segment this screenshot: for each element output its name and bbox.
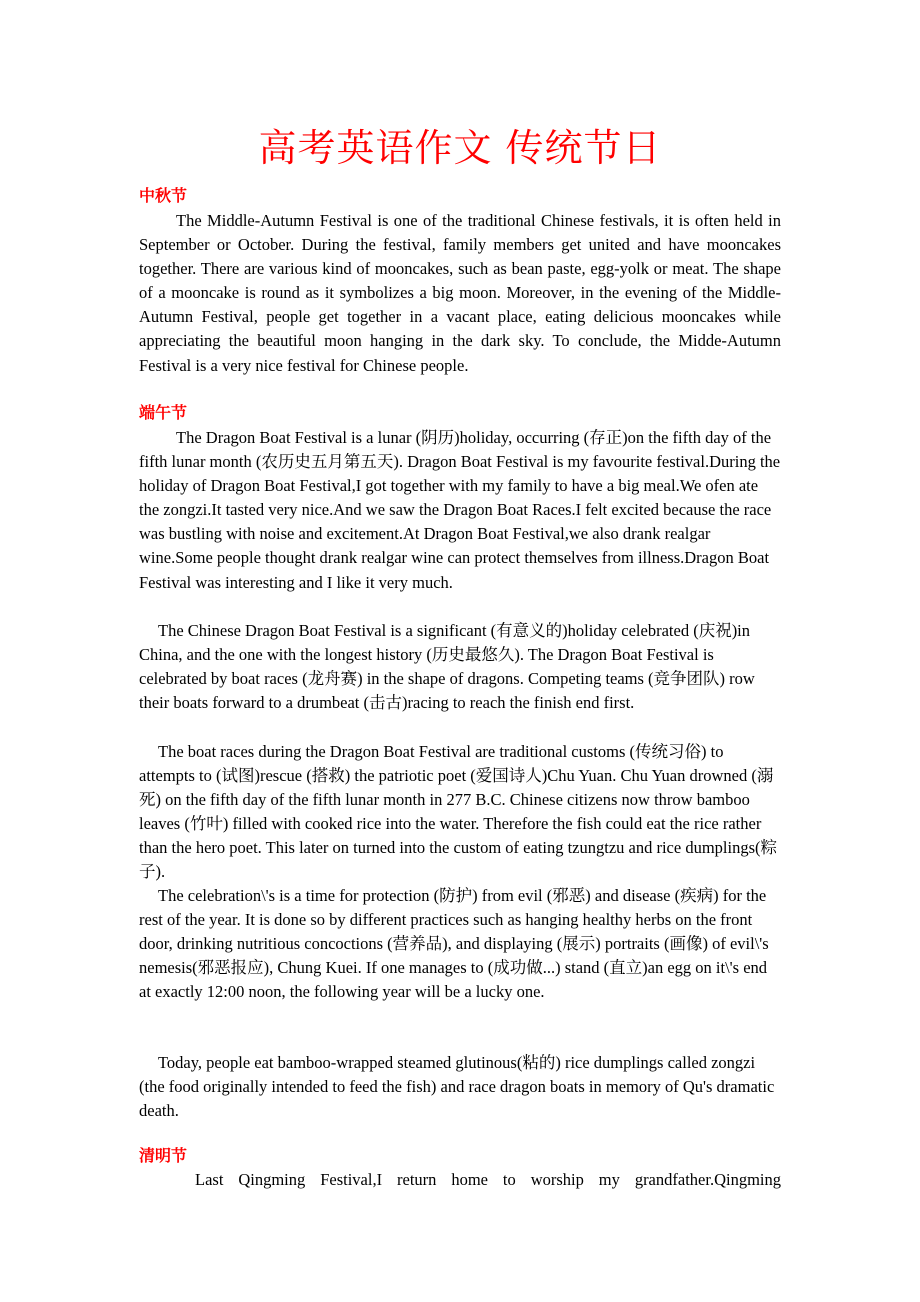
dragon-boat-paragraph-1: The Dragon Boat Festival is a lunar (阴历)holiday, occurring (存正)on the fifth day of the fifth lunar month (农历史五月第五天). Dragon Boat Festival is my favourite festival.During the holiday of Dragon Boat Festival,I got together with my family to have a big meal.We ofen ate the zongzi.It tasted very nice.And we saw the Dragon Boat Races.I felt excited because the race was bustling with noise and excitement.At Dragon Boat Festival,we also drank realgar wine.Some people thought drank realgar wine can protect themselves from illness.Dragon Boat Festival was interesting and I like it very much. xyxy=(139,428,781,592)
dragon-boat-paragraph-4: The celebration\'s is a time for protection (防护) from evil (邪恶) and disease (疾病) for the rest of the year. It is done so by different practices such as hanging healthy herbs on the front door, drinking nutritious concoctions (营养品), and displaying (展示) portraits (画像) of evil\'s nemesis(邪恶报应), Chung Kuei. If one manages to (成功做...) stand (直立)an egg on it\'s end at exactly 12:00 noon, the following year will be a lucky one. xyxy=(139,886,769,1002)
dragon-boat-paragraph-5: Today, people eat bamboo-wrapped steamed glutinous(粘的) rice dumplings called zongzi (the food originally intended to feed the fish) and race dragon boats in memory of Qu's dramatic death. xyxy=(139,1053,775,1121)
qingming-paragraph: Last Qingming Festival,I return home to worship my grandfather.Qingming xyxy=(195,1170,781,1189)
mid-autumn-paragraph: The Middle-Autumn Festival is one of the traditional Chinese festivals, it is often held in September or October. During the festival, family members get united and have mooncakes together. There are various kind of mooncakes, such as bean paste, egg-yolk or meat. The shape of a mooncake is round as it symbolizes a big moon. Moreover, in the evening of the Middle-Autumn Festival, people get together in a vacant place, eating delicious mooncakes while appreciating the beautiful moon hanging in the dark sky. To conclude, the Midde-Autumn Festival is a very nice festival for Chinese people. xyxy=(139,211,781,375)
document-title: 高考英语作文 传统节日 xyxy=(258,126,662,170)
section-heading-dragon-boat: 端午节 xyxy=(139,403,188,422)
section-heading-qingming: 清明节 xyxy=(139,1146,188,1165)
dragon-boat-paragraph-2: The Chinese Dragon Boat Festival is a significant (有意义的)holiday celebrated (庆祝)in China, and the one with the longest history (历史最悠久). The Dragon Boat Festival is celebrated by boat races (龙舟赛) in the shape of dragons. Competing teams (竞争团队) row their boats forward to a drumbeat (击古)racing to reach the finish end first. xyxy=(139,621,755,713)
dragon-boat-paragraph-3: The boat races during the Dragon Boat Festival are traditional customs (传统习俗) to attempts to (试图)rescue (搭救) the patriotic poet (爱国诗人)Chu Yuan. Chu Yuan drowned (溺死) on the fifth day of the fifth lunar month in 277 B.C. Chinese citizens now throw bamboo leaves (竹叶) filled with cooked rice into the water. Therefore the fish could eat the rice rather than the hero poet. This later on turned into the custom of eating tzungtzu and rice dumplings(粽子). xyxy=(139,742,777,882)
section-heading-mid-autumn: 中秋节 xyxy=(139,186,188,205)
